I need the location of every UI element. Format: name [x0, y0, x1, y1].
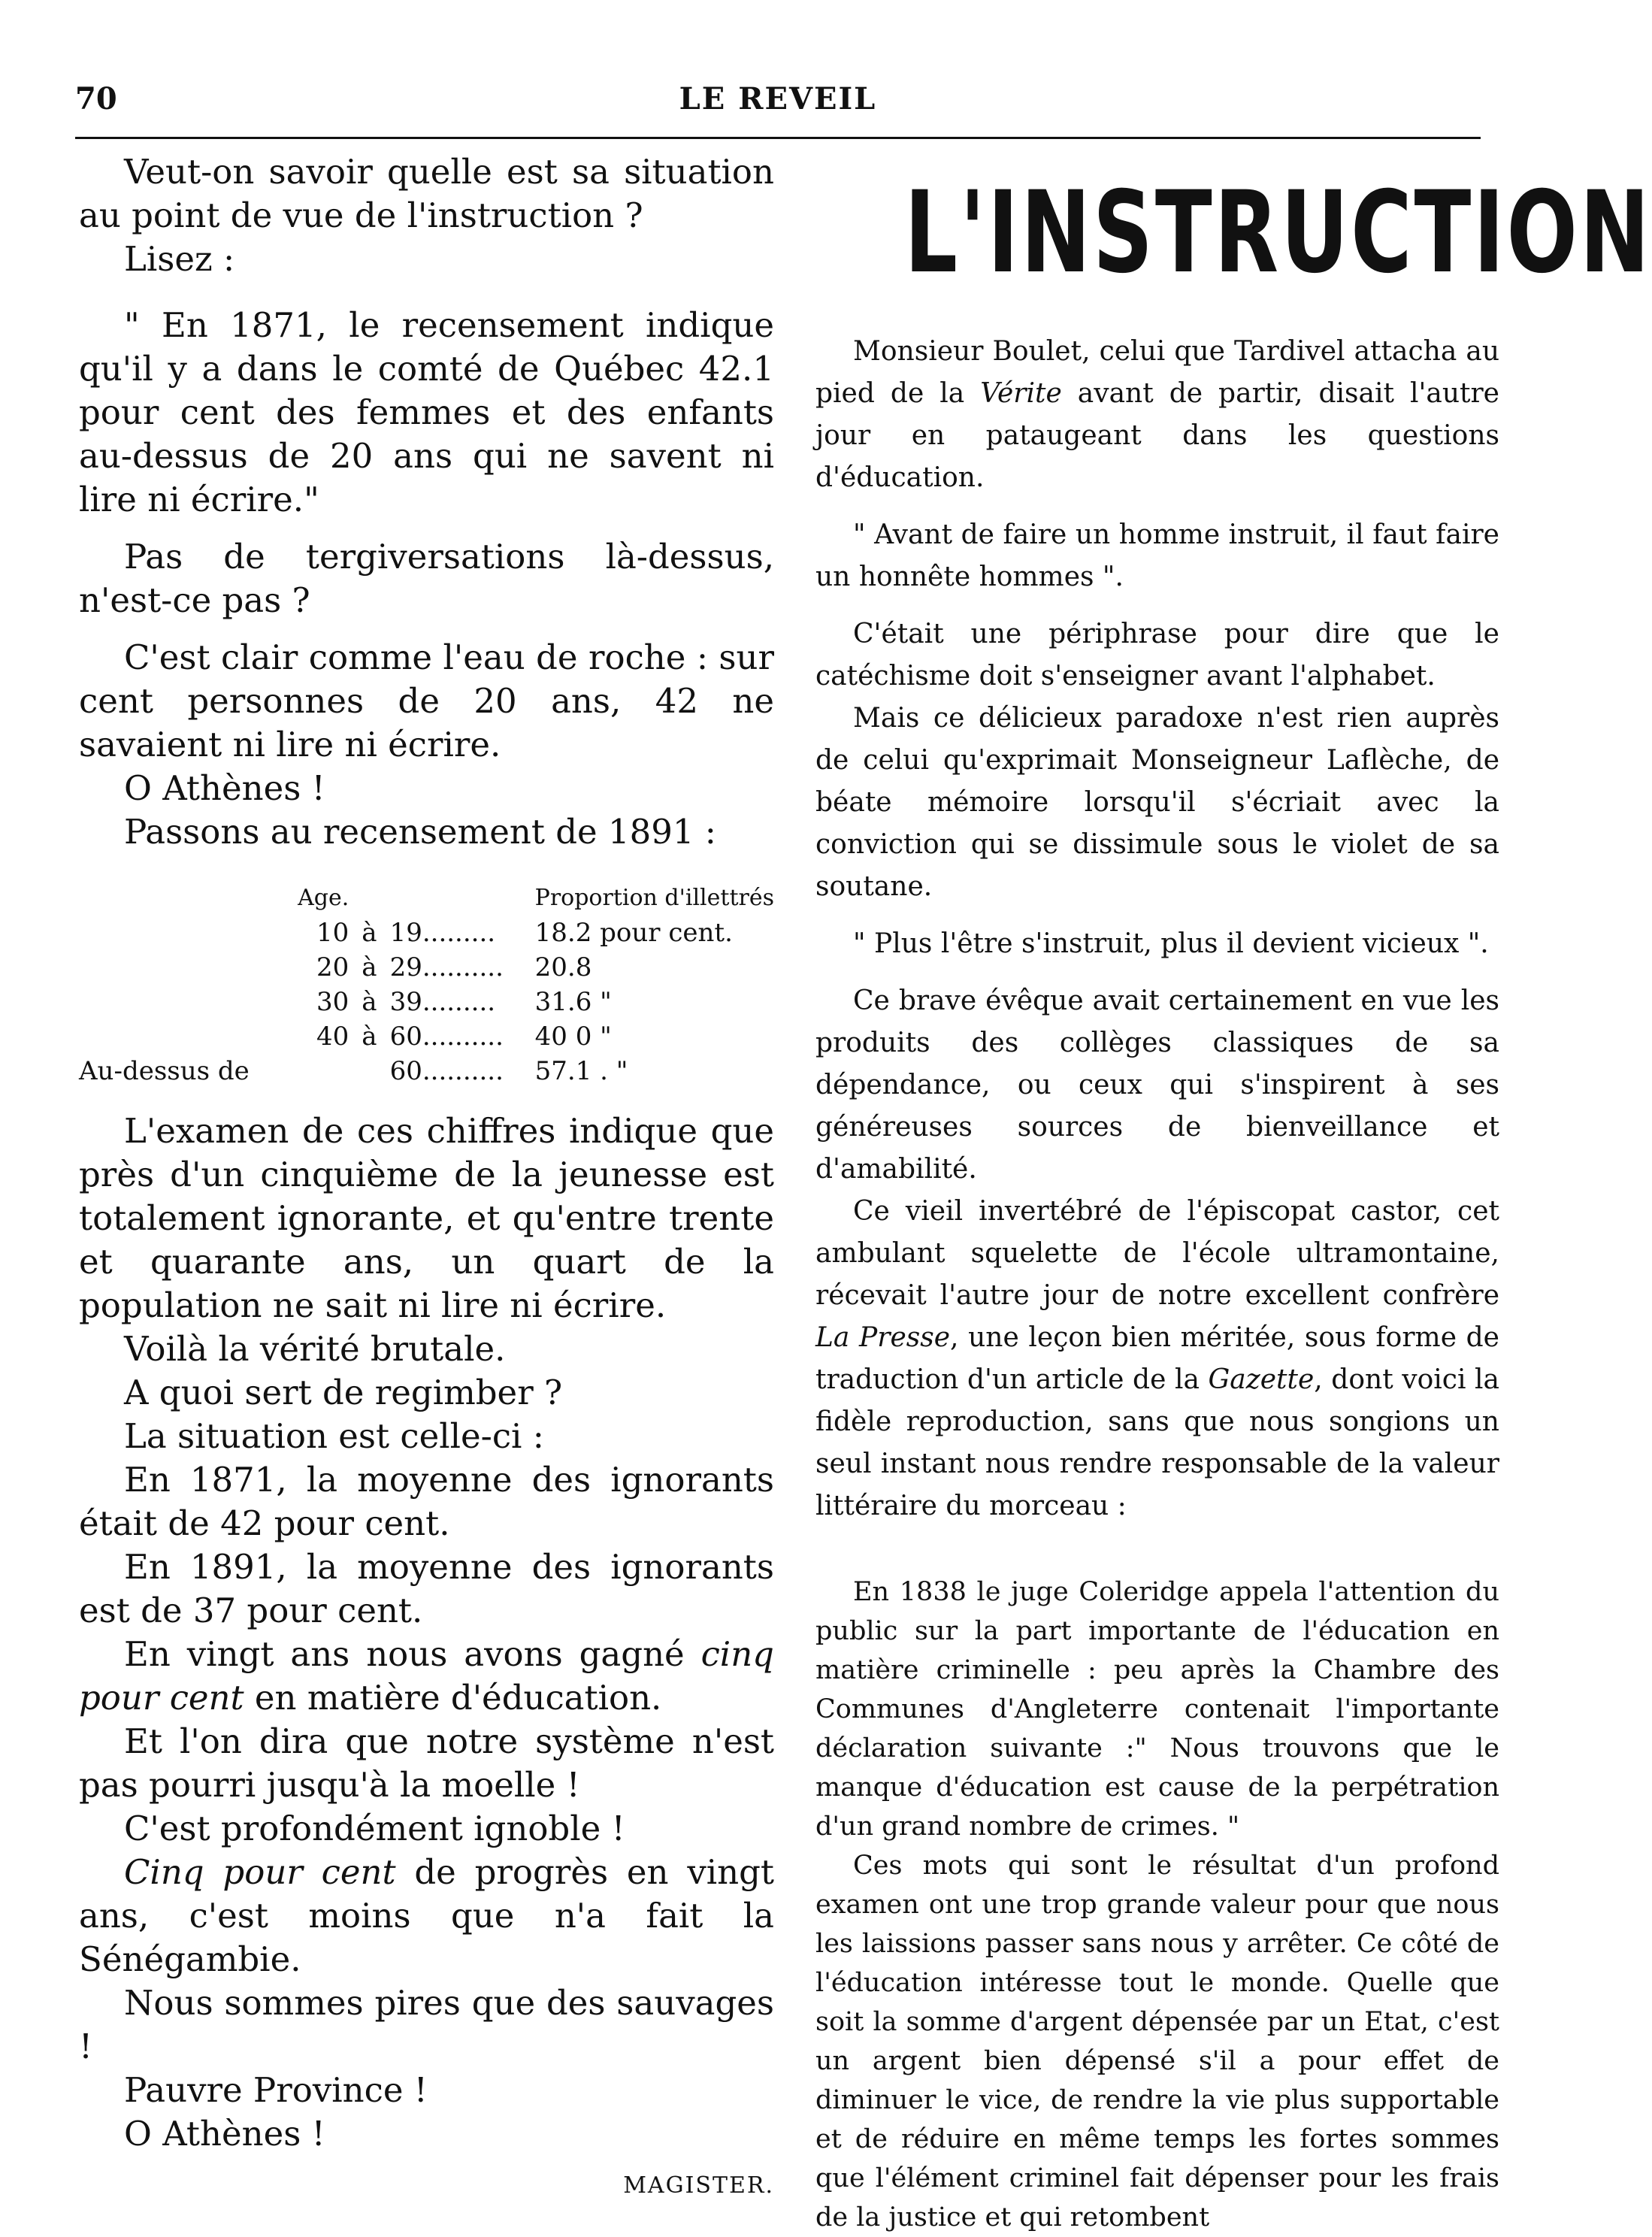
paragraph: Voilà la vérité brutale.: [124, 1329, 506, 1369]
table-cell: 39.........: [389, 987, 496, 1017]
paragraph: C'est clair comme l'eau de roche : sur cent personnes de 20 ans, 42 ne savaient ni lire ni écrire.: [79, 637, 774, 764]
census-quote-1871: " En 1871, le recensement indique qu'il y a dans le comté de Québec 42.1 pour cent des femmes et des enfants au-dessus de 20 ans qui ne savent ni lire ni écrire.": [79, 305, 774, 519]
table-cell: 60..........: [389, 1022, 504, 1052]
italic-text: cinq pour cent: [79, 1634, 774, 1718]
text-run: de progrès en vingt ans, c'est moins que n'a fait la Sénégambie.: [79, 1852, 775, 1979]
quoted-translation-paragraph: En 1838 le juge Coleridge appela l'attention du public sur la part importante de l'éducation en matière criminelle : peu après la Chambre des Communes d'Angleterre contenait l'importante déclaration suivante :" Nous trouvons que le manque d'éducation est cause de la perpétration d'un grand nombre de crimes. ": [815, 1577, 1499, 1842]
left-column: [79, 150, 774, 2199]
paragraph: C'était une périphrase pour dire que le catéchisme doit s'enseigner avant l'alphabet.: [815, 619, 1499, 692]
text-run: avant de partir, disait l'autre jour en pataugeant dans les questions d'éducation.: [815, 378, 1499, 493]
table-cell: [271, 1054, 349, 1088]
paragraph: C'est profondément ignoble !: [124, 1809, 625, 1848]
table-row: [79, 950, 774, 985]
table-cell: 20: [316, 952, 349, 982]
table-cell: [79, 985, 271, 1019]
paragraph: En 1871, la moyenne des ignorants était de 42 pour cent.: [79, 1460, 774, 1543]
table-cell: Au-dessus de: [79, 1056, 250, 1086]
signature: MAGISTER.: [623, 2172, 774, 2199]
paragraph: A quoi sert de regimber ?: [124, 1373, 563, 1412]
text-run: , une leçon bien méritée, sous forme de traduction d'un article de la: [815, 1322, 1499, 1395]
right-column: [815, 150, 1652, 2237]
paragraph: [79, 1851, 774, 1981]
table-cell: 18.2 pour cent.: [534, 918, 733, 948]
table-cell: [79, 1019, 271, 1054]
text-run: , dont voici la fidèle reproduction, sans que nous songions un seul instant nous rendre responsable de la valeur littéraire du morceau :: [815, 1364, 1500, 1521]
table-cell: 19.........: [389, 918, 496, 948]
text-run: en matière d'éducation.: [244, 1678, 662, 1718]
running-title: LE REVEIL: [679, 81, 877, 117]
italic-text: Vérite: [980, 378, 1062, 409]
table-cell: 60..........: [389, 1056, 504, 1086]
table-cell: à: [362, 987, 377, 1017]
quoted-translation-paragraph: Ces mots qui sont le résultat d'un profond examen ont une trop grande valeur pour que nous les laissions passer sans nous y arrêter. Ce côté de l'éducation intéresse tout le monde. Quelle que soit la somme d'argent dépensée par un Etat, c'est un argent bien dépensé s'il a pour effet de diminuer le vice, de rendre la vie plus supportable et de réduire en même temps les fortes sommes que l'élément criminel fait dépenser pour les frais de la justice et qui retombent: [815, 1851, 1499, 2232]
paragraph: Nous sommes pires que des sauvages !: [79, 1983, 774, 2066]
table-row: [79, 1054, 774, 1088]
paragraph: Lisez :: [124, 239, 235, 279]
paragraph: [815, 331, 1499, 499]
paragraph: Ce brave évêque avait certainement en vue les produits des collèges classiques de sa dépendance, ou ceux qui s'inspirent à ses généreuses sources de bienveillance et d'amabilité.: [815, 985, 1499, 1185]
paragraph: O Athènes !: [124, 768, 325, 808]
illiteracy-table: [79, 881, 774, 1088]
italic-text: Cinq pour cent: [124, 1852, 396, 1892]
paragraph: " Avant de faire un homme instruit, il faut faire un honnête hommes ".: [815, 519, 1499, 592]
table-cell: 20.8: [534, 952, 592, 982]
page-number: 70: [75, 81, 117, 117]
paragraph: Et l'on dira que notre système n'est pas pourri jusqu'à la moelle !: [79, 1721, 774, 1805]
table-cell: [79, 916, 271, 950]
paragraph: Passons au recensement de 1891 :: [124, 812, 716, 852]
paragraph: Pas de tergiversations là-dessus, n'est-ce pas ?: [79, 537, 774, 620]
table-cell: 57.1 . ": [534, 1056, 628, 1086]
paragraph: La situation est celle-ci :: [124, 1416, 544, 1456]
paragraph: [79, 1633, 774, 1720]
table-row: [79, 916, 774, 950]
table-header-row: [79, 881, 774, 916]
italic-text: La Presse: [815, 1322, 950, 1353]
table-cell: à: [362, 918, 377, 948]
table-cell: 40 0 ": [534, 1022, 612, 1052]
table-cell: à: [362, 952, 377, 982]
paragraph: Mais ce délicieux paradoxe n'est rien auprès de celui qu'exprimait Monseigneur Laflèche, de béate mémoire lorsqu'il s'écriait avec la conviction qui se dissimule sous le violet de sa soutane.: [815, 703, 1499, 902]
paragraph: O Athènes !: [124, 2114, 325, 2154]
table-header-proportion: Proportion d'illettrés: [534, 885, 774, 911]
paragraph: Pauvre Province !: [124, 2070, 428, 2110]
paragraph: L'examen de ces chiffres indique que près d'un cinquième de la jeunesse est totalement ignorante, et qu'entre trente et quarante ans, un quart de la population ne sait ni lire ni écrire.: [79, 1111, 774, 1325]
table-cell: 10: [316, 918, 349, 948]
page-header: [75, 81, 1481, 126]
paragraph: [815, 1191, 1499, 1527]
table-cell: 30: [316, 987, 349, 1017]
paragraph: Veut-on savoir quelle est sa situation au point de vue de l'instruction ?: [79, 152, 774, 235]
table-row: [79, 985, 774, 1019]
text-run: Monsieur Boulet, celui que Tardivel attacha au pied de la: [815, 336, 1499, 409]
table-cell: [79, 950, 271, 985]
italic-text: Gazette: [1208, 1364, 1315, 1395]
table-cell: 29..........: [389, 952, 504, 982]
table-cell: 31.6 ": [534, 987, 612, 1017]
text-run: En vingt ans nous avons gagné: [124, 1634, 701, 1674]
paragraph: En 1891, la moyenne des ignorants est de 37 pour cent.: [79, 1547, 774, 1630]
table-header-age: Age.: [298, 885, 349, 911]
paragraph: " Plus l'être s'instruit, plus il devient vicieux ".: [853, 928, 1489, 959]
article-title: L'INSTRUCTION: [904, 168, 1652, 298]
text-run: Ce vieil invertébré de l'épiscopat castor, cet ambulant squelette de l'école ultramontaine, récevait l'autre jour de notre excellent confrère: [815, 1196, 1499, 1311]
table-row: [79, 1019, 774, 1054]
table-cell: [349, 1054, 389, 1088]
header-rule: [75, 137, 1481, 139]
table-cell: 40: [316, 1022, 349, 1052]
table-cell: à: [362, 1022, 377, 1052]
